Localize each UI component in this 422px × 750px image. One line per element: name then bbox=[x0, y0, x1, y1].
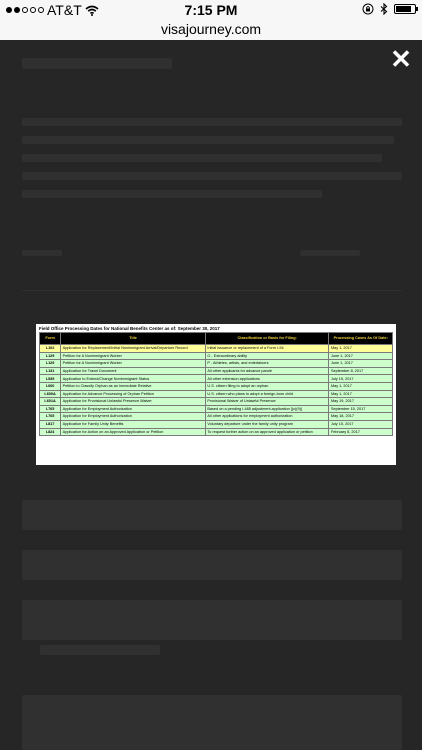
cell-title: Application for Replacement/Initial Nonimmigrant Arrival/Departure Record bbox=[61, 345, 206, 353]
dimmed-page-content bbox=[22, 600, 402, 640]
table-row bbox=[40, 420, 393, 428]
cell-classification: To request further action on an approved application or petition bbox=[205, 428, 329, 436]
cell-classification: Based on a pending I-485 adjustment application [(c)(9)] bbox=[205, 405, 329, 413]
table-row bbox=[40, 398, 393, 406]
carrier-name: AT&T bbox=[47, 2, 82, 18]
cell-title: Petition for A Nonimmigrant Worker bbox=[61, 352, 206, 360]
cell-form: I-129 bbox=[40, 360, 61, 368]
cell-form: I-102 bbox=[40, 345, 61, 353]
cell-classification: Voluntary departure under the family unity program bbox=[205, 420, 329, 428]
dimmed-page-content bbox=[300, 250, 360, 256]
address-bar[interactable]: visajourney.com bbox=[0, 20, 422, 40]
status-bar bbox=[0, 0, 422, 20]
table-row bbox=[40, 367, 393, 375]
cell-form: I-131 bbox=[40, 367, 61, 375]
status-icons bbox=[362, 3, 416, 15]
table-row bbox=[40, 413, 393, 421]
header-form: Form bbox=[40, 333, 61, 345]
bluetooth-icon bbox=[380, 3, 388, 15]
header-date: Processing Cases As Of Date: bbox=[329, 333, 393, 345]
dimmed-page-content bbox=[22, 550, 402, 580]
dimmed-page-content bbox=[22, 136, 394, 144]
processing-dates-image bbox=[36, 324, 396, 465]
table-row bbox=[40, 360, 393, 368]
cell-title: Application for Advance Processing of Orphan Petition bbox=[61, 390, 206, 398]
battery-icon bbox=[394, 4, 416, 14]
dimmed-page-content bbox=[22, 250, 62, 256]
cell-date: May 19, 2017 bbox=[329, 398, 393, 406]
cell-form: I-765 bbox=[40, 405, 61, 413]
table-header-row bbox=[40, 333, 393, 345]
cell-title: Application for Provisional Unlawful Presence Waiver bbox=[61, 398, 206, 406]
cell-form: I-824 bbox=[40, 428, 61, 436]
cell-classification: U.S. citizen who plans to adopt a foreign-born child bbox=[205, 390, 329, 398]
dimmed-page-content bbox=[22, 190, 322, 198]
header-classification: Classification or Basis for Filing: bbox=[205, 333, 329, 345]
cell-date: February 5, 2017 bbox=[329, 428, 393, 436]
cell-classification: All other applicants for advance parole bbox=[205, 367, 329, 375]
cell-form: I-539 bbox=[40, 375, 61, 383]
cell-date: June 1, 2017 bbox=[329, 352, 393, 360]
header-title: Title bbox=[61, 333, 206, 345]
cell-classification: All other extension applications bbox=[205, 375, 329, 383]
cell-title: Application to Extend/Change Nonimmigrant Status bbox=[61, 375, 206, 383]
table-row bbox=[40, 345, 393, 353]
cell-form: I-765 bbox=[40, 413, 61, 421]
cell-classification: Provisional Waiver of Unlawful Presence bbox=[205, 398, 329, 406]
cell-date: July 15, 2017 bbox=[329, 375, 393, 383]
cell-form: I-817 bbox=[40, 420, 61, 428]
table-row bbox=[40, 428, 393, 436]
processing-dates-table bbox=[39, 332, 393, 436]
cell-title: Petition to Classify Orphan as an Immediate Relative bbox=[61, 382, 206, 390]
cell-date: July 15, 2017 bbox=[329, 420, 393, 428]
cell-title: Application for Travel Document bbox=[61, 367, 206, 375]
dimmed-page-content bbox=[40, 645, 160, 655]
table-row bbox=[40, 352, 393, 360]
cell-form: I-601A bbox=[40, 398, 61, 406]
cell-form: I-600A bbox=[40, 390, 61, 398]
cell-date: May 1, 2017 bbox=[329, 382, 393, 390]
dimmed-page-content bbox=[22, 695, 402, 750]
cell-date: May 18, 2017 bbox=[329, 413, 393, 421]
cell-form: I-600 bbox=[40, 382, 61, 390]
dimmed-page-content bbox=[22, 154, 382, 162]
cell-title: Application for Family Unity Benefits bbox=[61, 420, 206, 428]
table-row bbox=[40, 375, 393, 383]
clock: 7:15 PM bbox=[184, 2, 238, 18]
cell-date: September 8, 2017 bbox=[329, 367, 393, 375]
dimmed-page-content bbox=[22, 118, 402, 126]
close-icon[interactable]: ✕ bbox=[390, 44, 412, 74]
cell-title: Application for Employment Authorization bbox=[61, 405, 206, 413]
dimmed-page-content bbox=[22, 500, 402, 530]
dimmed-page-content bbox=[22, 58, 172, 69]
cell-form: I-129 bbox=[40, 352, 61, 360]
table-row bbox=[40, 390, 393, 398]
table-row bbox=[40, 405, 393, 413]
cell-date: May 1, 2017 bbox=[329, 390, 393, 398]
cell-date: September 15, 2017 bbox=[329, 405, 393, 413]
orientation-lock-icon bbox=[362, 3, 374, 15]
cell-date: May 1, 2017 bbox=[329, 345, 393, 353]
cell-title: Application for Employment Authorization bbox=[61, 413, 206, 421]
cell-date: June 1, 2017 bbox=[329, 360, 393, 368]
table-row bbox=[40, 382, 393, 390]
cell-classification: O - Extraordinary ability bbox=[205, 352, 329, 360]
cell-title: Application for Action on an Approved Application or Petition bbox=[61, 428, 206, 436]
dimmed-page-content bbox=[22, 290, 402, 291]
cell-classification: All other applications for employment authorization bbox=[205, 413, 329, 421]
cell-classification: P - Athletes, artists, and entertainers bbox=[205, 360, 329, 368]
cell-classification: U.S. citizen filing to adopt an orphan bbox=[205, 382, 329, 390]
figure-caption: Field Office Processing Dates for National Benefits Center as of: September 30, 2017 bbox=[39, 326, 220, 331]
dimmed-page-content bbox=[22, 172, 402, 180]
cell-classification: Initial issuance or replacement of a Form I-94 bbox=[205, 345, 329, 353]
cell-title: Petition for A Nonimmigrant Worker bbox=[61, 360, 206, 368]
